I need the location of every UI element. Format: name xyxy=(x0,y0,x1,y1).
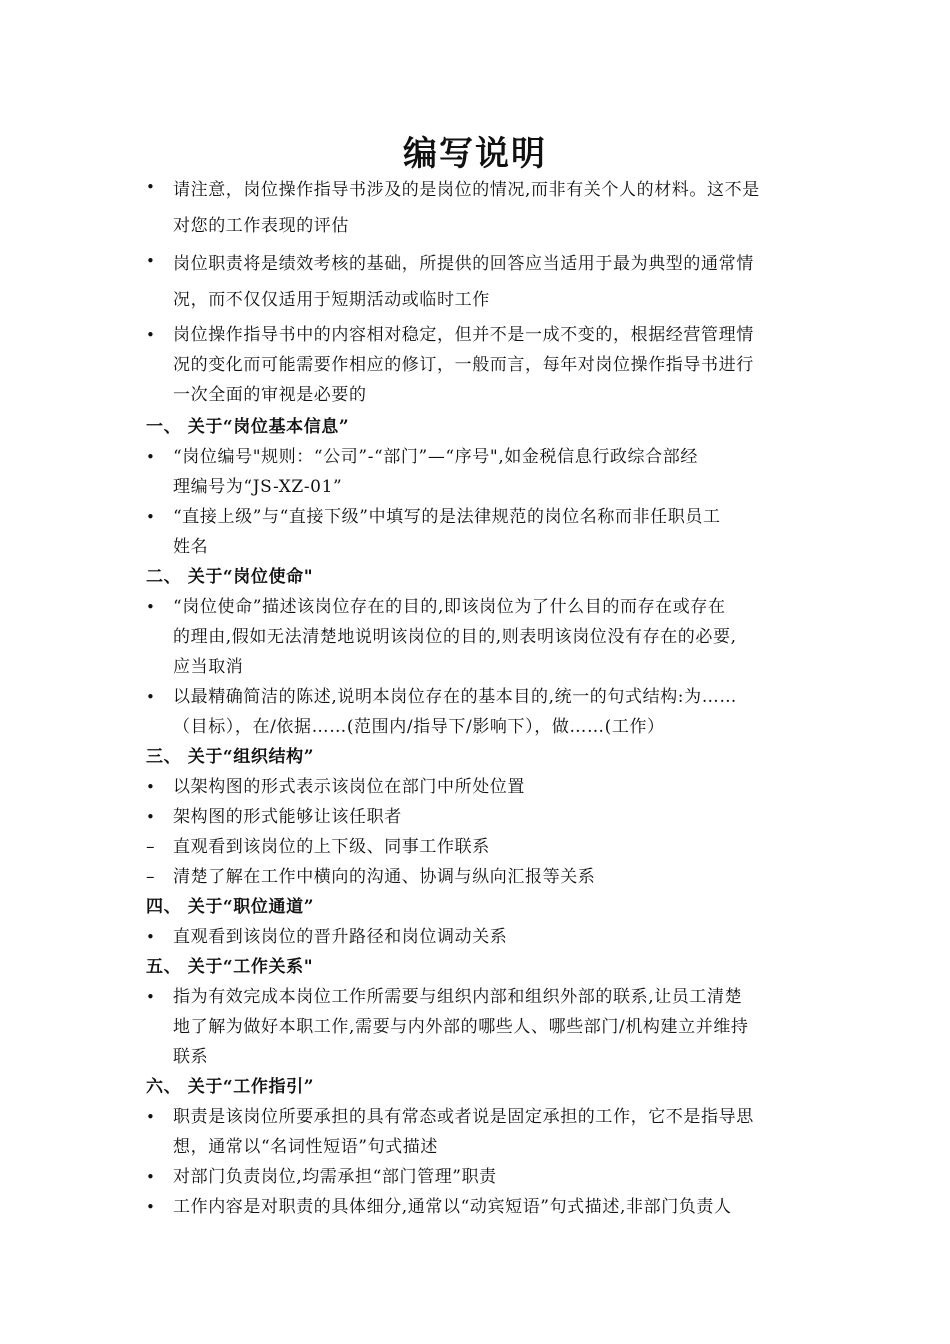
text-line: （目标），在/依据……(范围内/指导下/影响下），做……(工作） xyxy=(173,717,665,737)
item-text xyxy=(173,502,810,562)
text-line: 对您的工作表现的评估 xyxy=(173,216,349,236)
text-line: 姓名 xyxy=(173,537,209,557)
item-text xyxy=(173,246,810,318)
bullet-item xyxy=(146,802,810,832)
bullet-item xyxy=(146,592,810,682)
text-line: 想，通常以“名词性短语”句式描述 xyxy=(173,1137,438,1157)
dash-item xyxy=(146,862,810,892)
dash-marker: – xyxy=(146,837,155,857)
item-text xyxy=(173,982,810,1072)
bullet-marker: • xyxy=(146,808,155,826)
page-title: 编写说明 xyxy=(403,134,547,174)
text-line: 对部门负责岗位,均需承担“部门管理”职责 xyxy=(173,1167,497,1187)
bullet-item xyxy=(146,1192,810,1222)
text-line: 岗位职责将是绩效考核的基础，所提供的回答应当适用于最为典型的通常情 xyxy=(173,254,754,274)
bullet-marker: • xyxy=(146,778,155,796)
bullet-marker: • xyxy=(146,1168,155,1186)
item-text xyxy=(173,772,810,802)
bullet-item xyxy=(146,246,810,318)
text-line: 岗位操作指导书中的内容相对稳定，但并不是一成不变的，根据经营管理情 xyxy=(173,325,754,345)
bullet-item xyxy=(146,922,810,952)
section-heading: 三、 关于“组织结构” xyxy=(146,747,315,767)
section-heading: 一、 关于“岗位基本信息” xyxy=(146,417,350,437)
text-line: 清楚了解在工作中横向的沟通、协调与纵向汇报等关系 xyxy=(173,867,596,887)
bullet-item xyxy=(146,172,810,244)
bullet-item xyxy=(146,1102,810,1162)
text-line: “岗位使命”描述该岗位存在的目的,即该岗位为了什么目的而存在或存在 xyxy=(173,597,726,617)
text-line: “直接上级”与“直接下级”中填写的是法律规范的岗位名称而非任职员工 xyxy=(173,507,721,527)
text-line: 以架构图的形式表示该岗位在部门中所处位置 xyxy=(173,777,525,797)
bullet-marker: • xyxy=(146,988,155,1006)
bullet-marker: • xyxy=(146,928,155,946)
text-line: “岗位编号"规则：“公司”-“部门”—“序号",如金税信息行政综合部经 xyxy=(173,447,698,467)
text-line: 指为有效完成本岗位工作所需要与组织内部和组织外部的联系,让员工清楚 xyxy=(173,987,743,1007)
bullet-marker: • xyxy=(146,1108,155,1126)
bullet-item xyxy=(146,320,810,410)
dash-marker: – xyxy=(146,867,155,887)
text-line: 况的变化而可能需要作相应的修订，一般而言，每年对岗位操作指导书进行 xyxy=(173,355,754,375)
bullet-marker: • xyxy=(146,508,155,526)
section-heading: 二、 关于“岗位使命" xyxy=(146,567,314,587)
dash-item xyxy=(146,832,810,862)
section-heading: 五、 关于“工作关系" xyxy=(146,957,314,977)
text-line: 职责是该岗位所要承担的具有常态或者说是固定承担的工作，它不是指导思 xyxy=(173,1107,754,1127)
item-text xyxy=(173,832,810,862)
item-text xyxy=(173,442,810,502)
bullet-item xyxy=(146,1162,810,1192)
text-line: 以最精确简洁的陈述,说明本岗位存在的基本目的,统一的句式结构:为…… xyxy=(173,687,737,707)
bullet-marker: • xyxy=(146,252,155,270)
section-heading: 四、 关于“职位通道” xyxy=(146,897,315,917)
text-line: 直观看到该岗位的晋升路径和岗位调动关系 xyxy=(173,927,508,947)
text-line: 联系 xyxy=(173,1047,209,1067)
item-text xyxy=(173,320,810,410)
text-line: 请注意，岗位操作指导书涉及的是岗位的情况,而非有关个人的材料。这不是 xyxy=(173,180,760,200)
bullet-item xyxy=(146,502,810,562)
bullet-marker: • xyxy=(146,688,155,706)
text-line: 架构图的形式能够让该任职者 xyxy=(173,807,402,827)
text-line: 的理由,假如无法清楚地说明该岗位的目的,则表明该岗位没有存在的必要, xyxy=(173,627,737,647)
item-text xyxy=(173,862,810,892)
text-line: 理编号为“JS-XZ-01” xyxy=(173,477,343,497)
text-line: 况，而不仅仅适用于短期活动或临时工作 xyxy=(173,290,490,310)
section-heading: 六、 关于“工作指引” xyxy=(146,1077,315,1097)
item-text xyxy=(173,1192,810,1222)
item-text xyxy=(173,802,810,832)
bullet-item xyxy=(146,772,810,802)
bullet-item xyxy=(146,982,810,1072)
bullet-marker: • xyxy=(146,598,155,616)
text-line: 应当取消 xyxy=(173,657,244,677)
item-text xyxy=(173,1102,810,1162)
bullet-item xyxy=(146,682,810,742)
bullet-marker: • xyxy=(146,1198,155,1216)
bullet-marker: • xyxy=(146,326,155,344)
bullet-item xyxy=(146,442,810,502)
text-line: 直观看到该岗位的上下级、同事工作联系 xyxy=(173,837,490,857)
text-line: 一次全面的审视是必要的 xyxy=(173,385,367,405)
bullet-marker: • xyxy=(146,448,155,466)
item-text xyxy=(173,1162,810,1192)
item-text xyxy=(173,172,810,244)
item-text xyxy=(173,922,810,952)
text-line: 工作内容是对职责的具体细分,通常以“动宾短语”句式描述,非部门负责人 xyxy=(173,1197,732,1217)
item-text xyxy=(173,682,810,742)
text-line: 地了解为做好本职工作,需要与内外部的哪些人、哪些部门/机构建立并维持 xyxy=(173,1017,749,1037)
item-text xyxy=(173,592,810,682)
bullet-marker: • xyxy=(146,178,155,196)
